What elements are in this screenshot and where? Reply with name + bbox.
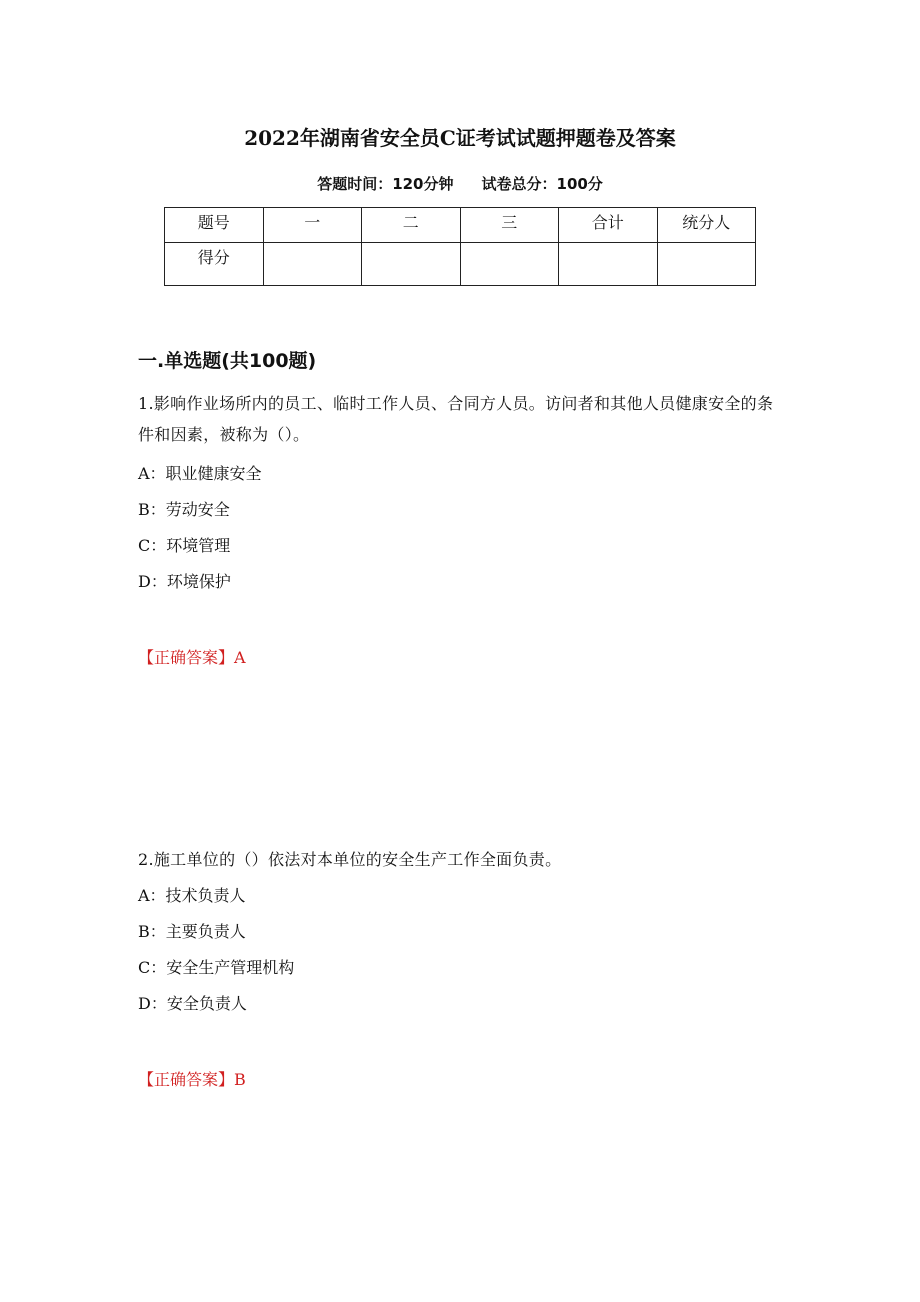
exam-time: 答题时间：120分钟 <box>317 175 454 193</box>
option: A：职业健康安全 <box>138 464 262 483</box>
exam-total-score: 试卷总分：100分 <box>481 175 603 193</box>
answer-label: 【正确答案】 <box>138 1070 235 1089</box>
score-cell <box>362 243 461 286</box>
score-table-score-row <box>165 243 756 286</box>
section-title: 一.单选题(共100题) <box>138 350 317 372</box>
score-cell <box>657 243 756 286</box>
score-table-header-row <box>165 208 756 243</box>
option: D：安全负责人 <box>138 994 247 1013</box>
score-table <box>164 207 756 286</box>
option: D：环境保护 <box>138 572 231 591</box>
exam-info <box>0 173 920 194</box>
header-cell: 统分人 <box>657 208 756 243</box>
score-cell <box>263 243 362 286</box>
option: C：安全生产管理机构 <box>138 958 295 977</box>
answer-letter: B <box>234 1070 246 1089</box>
header-cell: 合计 <box>559 208 658 243</box>
score-cell <box>460 243 559 286</box>
correct-answer <box>138 645 246 668</box>
header-cell: 三 <box>460 208 559 243</box>
question-text: 2.施工单位的（）依法对本单位的安全生产工作全面负责。 <box>138 850 562 869</box>
document-title: 2022年湖南省安全员C证考试试题押题卷及答案 <box>244 126 676 150</box>
header-cell: 一 <box>263 208 362 243</box>
option: B：劳动安全 <box>138 500 230 519</box>
score-label-cell: 得分 <box>165 243 264 286</box>
option: A：技术负责人 <box>138 886 246 905</box>
option: C：环境管理 <box>138 536 231 555</box>
correct-answer <box>138 1067 246 1090</box>
header-cell: 题号 <box>165 208 264 243</box>
score-cell <box>559 243 658 286</box>
answer-label: 【正确答案】 <box>138 648 235 667</box>
option: B：主要负责人 <box>138 922 246 941</box>
answer-letter: A <box>234 648 246 667</box>
header-cell: 二 <box>362 208 461 243</box>
question-text: 1.影响作业场所内的员工、临时工作人员、合同方人员。访问者和其他人员健康安全的条件和因素，被称为（）。 <box>138 394 774 444</box>
